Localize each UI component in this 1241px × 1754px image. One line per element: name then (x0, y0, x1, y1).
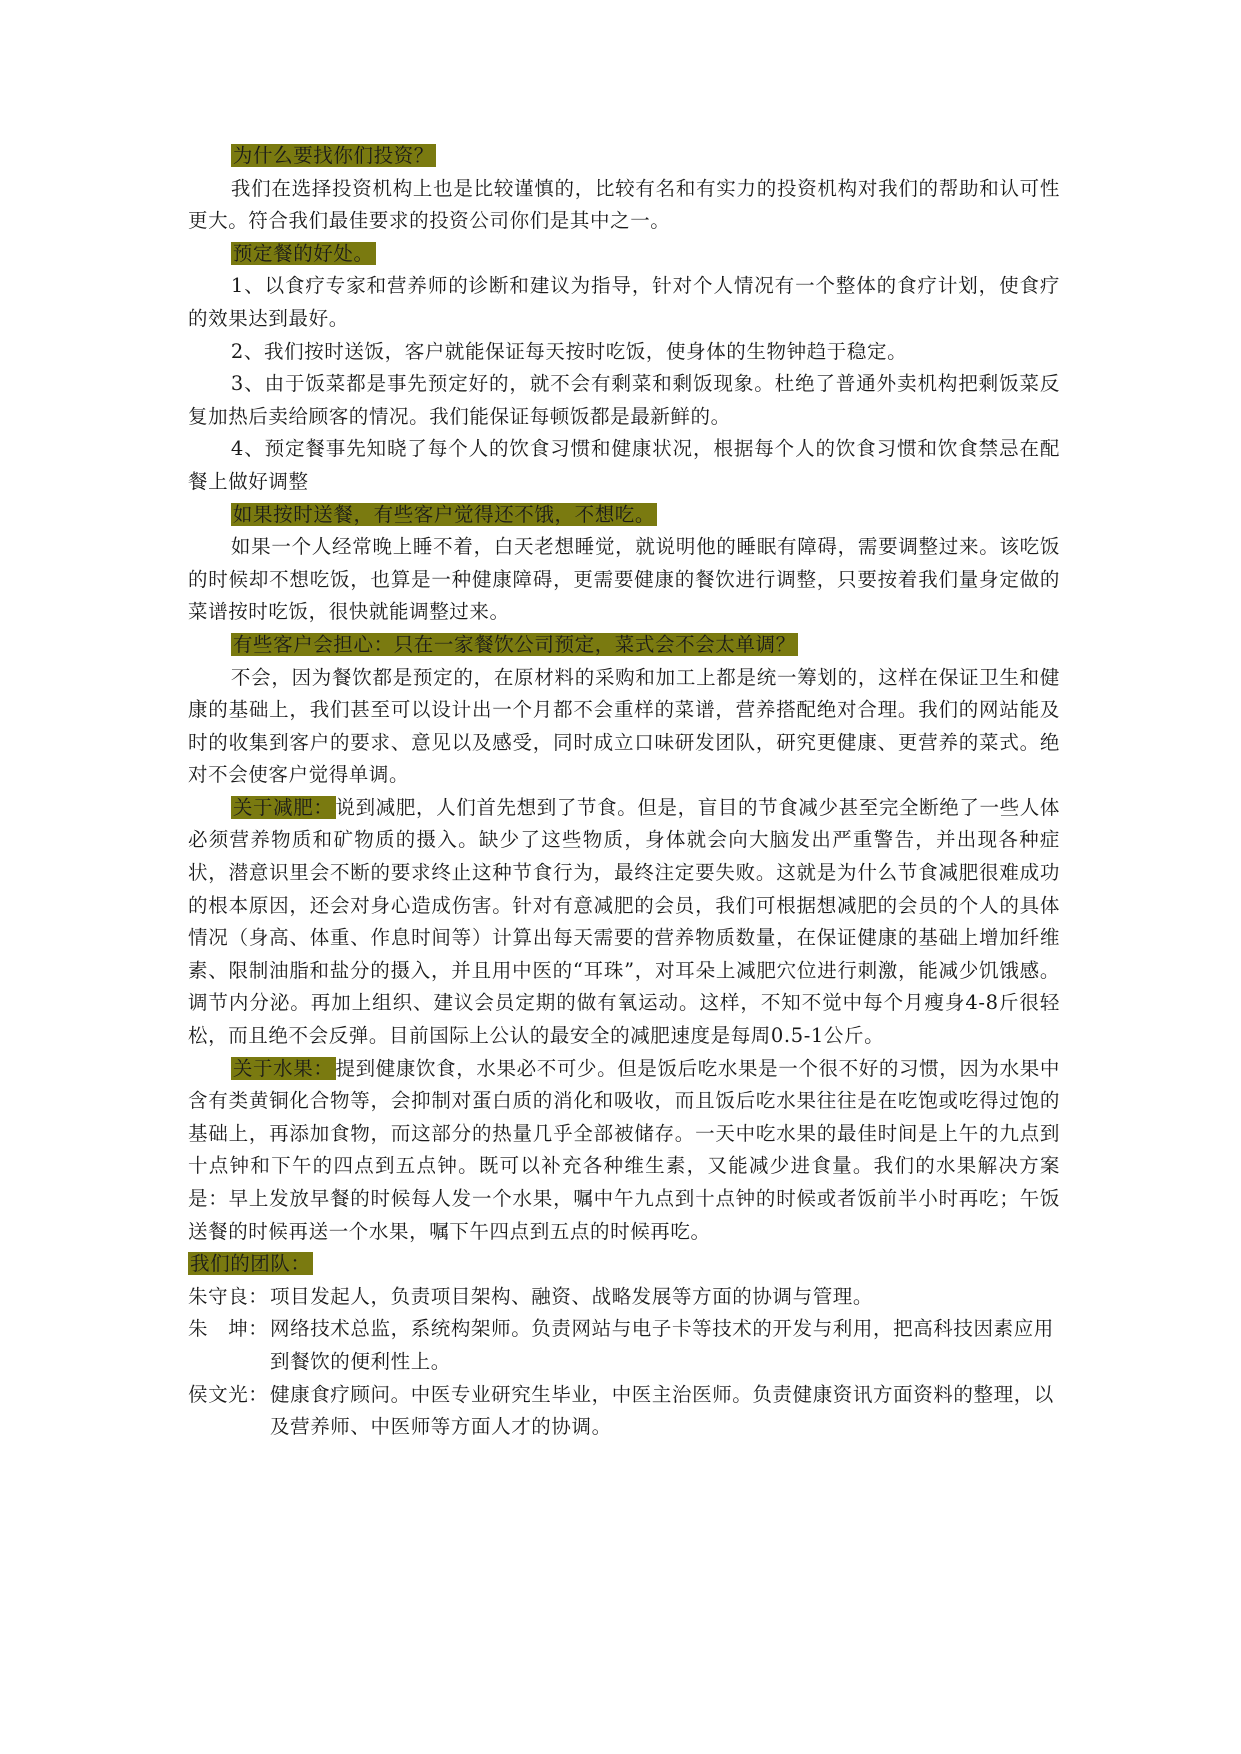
highlight-heading: 有些客户会担心：只在一家餐饮公司预定，菜式会不会太单调？ (232, 632, 796, 656)
paragraph-monotony: 不会，因为餐饮都是预定的，在原材料的采购和加工上都是统一筹划的，这样在保证卫生和健康的基础上，我们甚至可以设计出一个月都不会重样的菜谱，营养搭配绝对合理。我们的网站能及时的收集到客户的要求、意见以及感受，同时成立口味研发团队，研究更健康、更营养的菜式。绝对不会使客户觉得单调。 (188, 665, 1060, 787)
member-description: 网络技术总监，系统构架师。负责网站与电子卡等技术的开发与利用，把高科技因素应用到餐饮的便利性上。 (270, 1317, 1054, 1373)
member-name: 朱 坤： (188, 1317, 269, 1341)
paragraph-weight-loss (188, 792, 1060, 1053)
section-heading-team (188, 1248, 1060, 1281)
highlight-heading: 如果按时送餐，有些客户觉得还不饿，不想吃。 (232, 502, 655, 526)
paragraph-not-hungry: 如果一个人经常晚上睡不着，白天老想睡觉，就说明他的睡眠有障碍，需要调整过来。该吃饭的时候却不想吃饭，也算是一种健康障碍，更需要健康的餐饮进行调整，只要按着我们量身定做的菜谱按时吃饭，很快就能调整过来。 (188, 535, 1060, 624)
section-heading-not-hungry (188, 499, 1060, 532)
highlight-heading: 预定餐的好处。 (232, 241, 374, 265)
highlight-heading: 关于减肥： (232, 795, 334, 819)
team-member (188, 1379, 1060, 1444)
weight-loss-body: 说到减肥，人们首先想到了节食。但是，盲目的节食减少甚至完全断绝了一些人体必须营养物质和矿物质的摄入。缺少了这些物质，身体就会向大脑发出严重警告，并出现各种症状，潜意识里会不断的要求终止这种节食行为，最终注定要失败。这就是为什么节食减肥很难成功的根本原因，还会对身心造成伤害。针对有意减肥的会员，我们可根据想减肥的会员的个人的具体情况（身高、体重、作息时间等）计算出每天需要的营养物质数量，在保证健康的基础上增加纤维素、限制油脂和盐分的摄入，并且用中医的“耳珠”，对耳朵上减肥穴位进行刺激，能减少饥饿感。调节内分泌。再加上组织、建议会员定期的做有氧运动。这样，不知不觉中每个月瘦身4-8斤很轻松，而且绝不会反弹。目前国际上公认的最安全的减肥速度是每周0.5-1公斤。 (188, 795, 1060, 1048)
member-description: 健康食疗顾问。中医专业研究生毕业，中医主治医师。负责健康资讯方面资料的整理，以及营养师、中医师等方面人才的协调。 (270, 1382, 1054, 1439)
paragraph-why-invest: 我们在选择投资机构上也是比较谨慎的，比较有名和有实力的投资机构对我们的帮助和认可性更大。符合我们最佳要求的投资公司你们是其中之一。 (188, 176, 1060, 233)
benefit-item-1: 1、以食疗专家和营养师的诊断和建议为指导，针对个人情况有一个整体的食疗计划，使食疗的效果达到最好。 (188, 274, 1060, 330)
highlight-heading: 关于水果： (232, 1056, 334, 1080)
section-heading-benefits (188, 238, 1060, 271)
section-heading-monotony (188, 629, 1060, 662)
team-member (188, 1313, 1060, 1378)
member-description: 项目发起人，负责项目架构、融资、战略发展等方面的协调与管理。 (270, 1284, 874, 1308)
member-name: 朱守良： (188, 1284, 269, 1308)
team-member (188, 1281, 1060, 1314)
highlight-heading: 我们的团队： (190, 1252, 311, 1276)
highlight-heading: 为什么要找你们投资？ (232, 144, 434, 167)
paragraph-fruit (188, 1053, 1060, 1249)
benefit-item-2: 2、我们按时送饭，客户就能保证每天按时吃饭，使身体的生物钟趋于稳定。 (230, 339, 908, 363)
member-name: 侯文光： (188, 1382, 269, 1406)
benefit-item-4: 4、预定餐事先知晓了每个人的饮食习惯和健康状况，根据每个人的饮食习惯和饮食禁忌在配餐上做好调整 (188, 437, 1060, 493)
benefit-item-3: 3、由于饭菜都是事先预定好的，就不会有剩菜和剩饭现象。杜绝了普通外卖机构把剩饭菜反复加热后卖给顾客的情况。我们能保证每顿饭都是最新鲜的。 (188, 372, 1060, 428)
document-page (188, 140, 1060, 1444)
section-heading-why-invest (188, 140, 1060, 173)
fruit-body: 提到健康饮食，水果必不可少。但是饭后吃水果是一个很不好的习惯，因为水果中含有类黄铜化合物等，会抑制对蛋白质的消化和吸收，而且饭后吃水果往往是在吃饱或吃得过饱的基础上，再添加食物，而这部分的热量几乎全部被储存。一天中吃水果的最佳时间是上午的九点到十点钟和下午的四点到五点钟。既可以补充各种维生素，又能减少进食量。我们的水果解决方案是：早上发放早餐的时候每人发一个水果，嘱中午九点到十点钟的时候或者饭前半小时再吃；午饭送餐的时候再送一个水果，嘱下午四点到五点的时候再吃。 (188, 1056, 1060, 1243)
